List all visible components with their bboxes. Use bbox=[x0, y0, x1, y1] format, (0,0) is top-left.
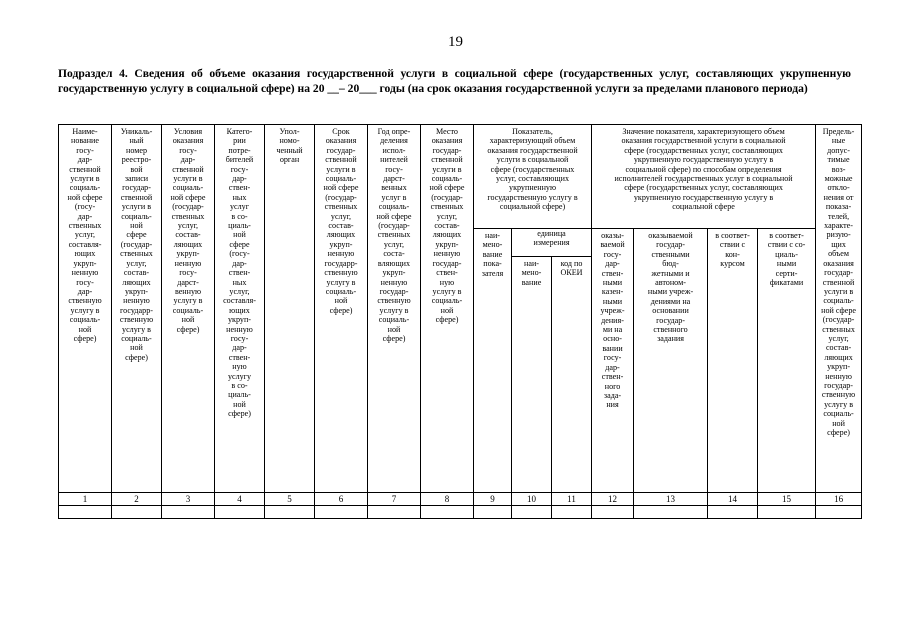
empty-cell bbox=[162, 506, 215, 519]
column-number: 8 bbox=[421, 493, 474, 506]
column-number: 7 bbox=[368, 493, 421, 506]
empty-cell bbox=[474, 506, 512, 519]
group-unit-of-measure: единица измерения bbox=[512, 229, 592, 257]
col-indicator-name: наи- мено- вание пока- зателя bbox=[474, 229, 512, 493]
col-budget-autonomous-institutions: оказываемой государ- ственными бюд- жетными и автоном- ными учреж- дениями на основании государ- ственного задания bbox=[634, 229, 708, 493]
column-number: 4 bbox=[215, 493, 265, 506]
column-number: 3 bbox=[162, 493, 215, 506]
col-conditions: Условия оказания госу- дар- ственной услуги в социаль- ной сфере (государ- ственных услуг, состав- ляющих укруп- ненную госу- дарст- венную услугу в социаль- ной сфере) bbox=[162, 125, 215, 493]
col-state-institutions: оказы- ваемой госу- дар- ствен- ными казен- ными учреж- дения- ми на осно- вании госу- дар- ствен- ного зада- ния bbox=[592, 229, 634, 493]
column-number: 14 bbox=[708, 493, 758, 506]
empty-cell bbox=[315, 506, 368, 519]
column-number: 11 bbox=[552, 493, 592, 506]
col-registry-number: Уникаль- ный номер реестро- вой записи государ- ственной услуги в социаль- ной сфере (государ- ственных услуг, состав- ляющих укруп- ненную государр- ственную услугу в социаль- ной сфере) bbox=[112, 125, 162, 493]
empty-cell bbox=[421, 506, 474, 519]
col-unit-name: наи- мено- вание bbox=[512, 257, 552, 493]
empty-cell bbox=[634, 506, 708, 519]
volume-table bbox=[58, 124, 862, 519]
empty-cell bbox=[265, 506, 315, 519]
column-number: 13 bbox=[634, 493, 708, 506]
column-number: 16 bbox=[816, 493, 862, 506]
column-number: 6 bbox=[315, 493, 368, 506]
col-allowed-deviations: Предель- ные допус- тимые воз- можные откло- нения от показа- телей, характе- ризую- щих объем оказания государ- ственной услуги в социаль- ной сфере (государ- ственных услуг, состав- ляющих укруп- ненную государ- ственную услугу в социаль- ной сфере) bbox=[816, 125, 862, 493]
column-number: 9 bbox=[474, 493, 512, 506]
empty-cell bbox=[368, 506, 421, 519]
column-number: 15 bbox=[758, 493, 816, 506]
group-indicator: Показатель, характеризующий объем оказания государственной услуги в социальной сфере (государственных услуг, составляющих укрупненную государственную услугу в социальной сфере) bbox=[474, 125, 592, 229]
col-service-place: Место оказания государ- ственной услуги в социаль- ной сфере (государ- ственных услуг, состав- ляющих укруп- ненную государ- ствен- ную услугу в социаль- ной сфере) bbox=[421, 125, 474, 493]
empty-cell bbox=[552, 506, 592, 519]
subsection-heading: Подраздел 4. Сведения об объеме оказания государственной услуги в социальной сфере (государственных услуг, составляющих укрупненную государственную услугу в социальной сфере) на 20 __– 20___ годы (на срок оказания государственной услуги за пределами планового периода) bbox=[58, 67, 851, 95]
empty-cell bbox=[758, 506, 816, 519]
empty-cell bbox=[708, 506, 758, 519]
page-number: 19 bbox=[448, 34, 463, 50]
col-service-name: Наиме- нование госу- дар- ственной услуги в социаль- ной сфере (госу- дар- ственных услуг, составля- ющих укруп- ненную госу- дар- ственную услугу в социаль- ной сфере) bbox=[59, 125, 112, 493]
col-service-term: Срок оказания государ- ственной услуги в социаль- ной сфере (государ- ственных услуг, состав- ляющих укруп- ненную государр- ственную услугу в социаль- ной сфере) bbox=[315, 125, 368, 493]
empty-cell bbox=[512, 506, 552, 519]
empty-cell bbox=[112, 506, 162, 519]
empty-cell bbox=[59, 506, 112, 519]
col-determination-year: Год опре- деления испол- нителей госу- дарст- венных услуг в социаль- ной сфере (государ- ственных услуг, соста- вляющих укруп- ненную государ- ственную услугу в социаль- ной сфере) bbox=[368, 125, 421, 493]
col-competition: в соответ- ствии с кон- курсом bbox=[708, 229, 758, 493]
column-number: 2 bbox=[112, 493, 162, 506]
empty-cell bbox=[816, 506, 862, 519]
column-number: 5 bbox=[265, 493, 315, 506]
col-authorized-body: Упол- номо- ченный орган bbox=[265, 125, 315, 493]
col-okei-code: код по ОКЕИ bbox=[552, 257, 592, 493]
group-indicator-value: Значение показателя, характеризующего объем оказания государственной услуги в социальной сфере (государственных услуг, составляющих укрупненную государственную услугу в социальной сфере) по способам определения исполнителей государственных услуг в социальной сфере (государственных услуг, составляющих укрупненную государственную услугу в социальной сфере bbox=[592, 125, 816, 229]
empty-cell bbox=[215, 506, 265, 519]
column-number: 12 bbox=[592, 493, 634, 506]
col-social-certificates: в соответ- ствии с со- циаль- ными серти- фикатами bbox=[758, 229, 816, 493]
column-number: 10 bbox=[512, 493, 552, 506]
column-number: 1 bbox=[59, 493, 112, 506]
col-consumer-categories: Катего- рии потре- бителей госу- дар- ствен- ных услуг в со- циаль- ной сфере (госу- дар- ствен- ных услуг, составля- ющих укруп- ненную госу- дар- ствен- ную услугу в со- циаль- ной сфере) bbox=[215, 125, 265, 493]
empty-cell bbox=[592, 506, 634, 519]
